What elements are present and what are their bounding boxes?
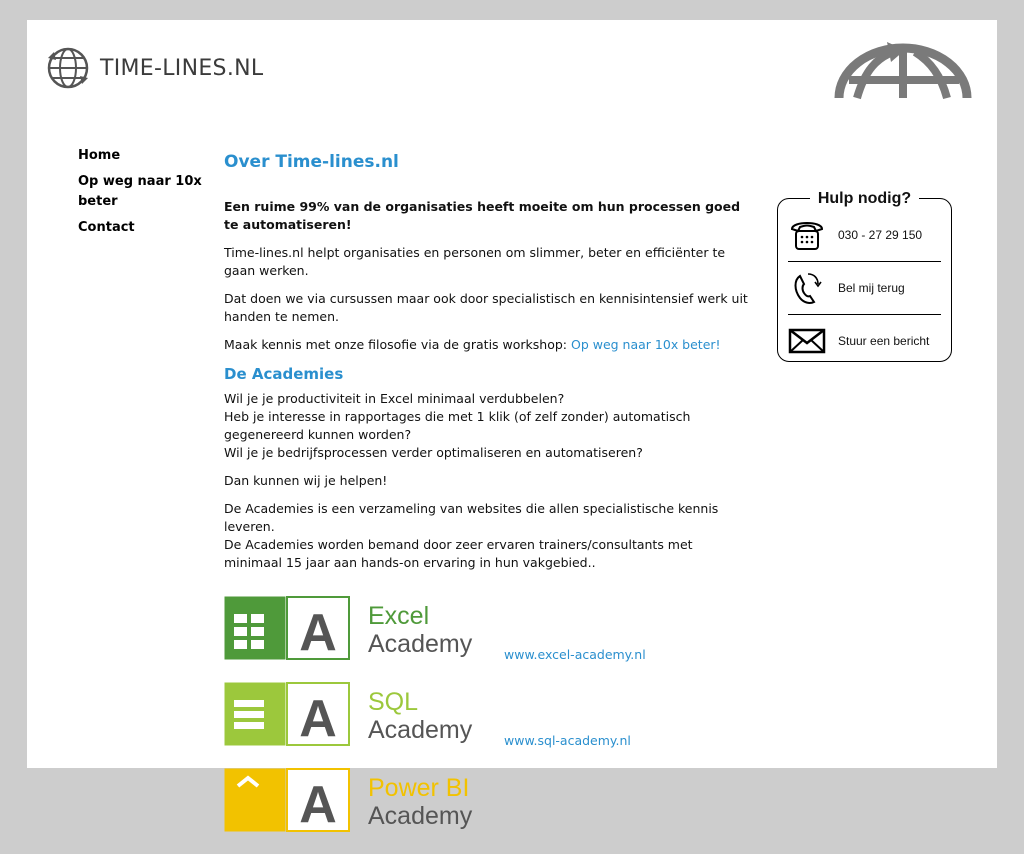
nav-item-contact[interactable]: Contact	[78, 220, 135, 235]
telephone-icon	[788, 217, 826, 253]
help-callback: Bel mij terug	[838, 281, 905, 295]
help-paragraph: Dan kunnen wij je helpen!	[224, 473, 388, 488]
academy-name: Power BI	[368, 774, 470, 802]
excel-academy-logo[interactable]	[224, 596, 492, 664]
academy-letter: A	[299, 690, 337, 748]
sidebar-nav	[78, 146, 208, 244]
description-1: De Academies is een verzameling van websites die allen specialistische kennis leveren.	[224, 501, 719, 534]
nav-item-home[interactable]: Home	[78, 148, 121, 163]
help-phone-row[interactable]	[788, 209, 941, 262]
question-1: Wil je je productiviteit in Excel minimaal verdubbelen?	[224, 391, 565, 406]
callback-icon	[788, 270, 826, 306]
envelope-icon	[788, 323, 826, 359]
academy-excel	[224, 596, 754, 682]
academy-sub: Academy	[368, 716, 473, 744]
globe-icon	[44, 44, 92, 92]
site-logo[interactable]	[44, 44, 263, 92]
academy-name: Excel	[368, 602, 430, 630]
powerbi-academy-logo[interactable]	[224, 768, 492, 836]
description-paragraph	[224, 500, 754, 572]
help-title: Hulp nodig?	[810, 190, 919, 207]
help-callback-row[interactable]	[788, 262, 941, 315]
question-3: Wil je je bedrijfsprocessen verder optimaliseren en automatiseren?	[224, 445, 643, 460]
globe-arrow-icon	[835, 40, 971, 100]
academy-letter: A	[299, 604, 337, 662]
academy-powerbi	[224, 768, 754, 854]
academy-letter: A	[299, 776, 337, 834]
questions-paragraph	[224, 390, 754, 462]
intro-paragraph-2: Dat doen we via cursussen maar ook door specialistisch en kennisintensief werk uit handen te nemen.	[224, 291, 748, 324]
help-box	[777, 190, 952, 362]
intro-paragraph-1: Time-lines.nl helpt organisaties en personen om slimmer, beter en efficiënter te gaan werken.	[224, 245, 726, 278]
workshop-text: Maak kennis met onze filosofie via de gratis workshop:	[224, 337, 571, 352]
academy-name: SQL	[368, 688, 419, 716]
help-message-row[interactable]	[788, 315, 941, 367]
academy-sub: Academy	[368, 630, 473, 658]
help-message: Stuur een bericht	[838, 334, 930, 348]
excel-academy-link[interactable]: www.excel-academy.nl	[504, 647, 646, 662]
page	[27, 20, 997, 834]
nav-item-10x-beter[interactable]: Op weg naar 10x beter	[78, 174, 202, 209]
main-content	[224, 151, 754, 854]
academy-sub: Academy	[368, 802, 473, 830]
section-title-academies: De Academies	[224, 365, 344, 383]
academy-sql	[224, 682, 754, 768]
page-title: Over Time-lines.nl	[224, 152, 399, 172]
question-2: Heb je interesse in rapportages die met 1 klik (of zelf zonder) automatisch gegenereerd kunnen worden?	[224, 409, 691, 442]
sql-academy-logo[interactable]	[224, 682, 492, 750]
logo-text: TIME-LINES.NL	[100, 55, 264, 81]
workshop-link[interactable]: Op weg naar 10x beter!	[570, 337, 721, 352]
description-2: De Academies worden bemand door zeer ervaren trainers/consultants met minimaal 15 jaar aan hands-on ervaring in hun vakgebied..	[224, 537, 693, 570]
help-phone: 030 - 27 29 150	[838, 228, 923, 242]
sql-academy-link[interactable]: www.sql-academy.nl	[504, 733, 631, 748]
intro-paragraph-3	[224, 336, 754, 354]
lead-text: Een ruime 99% van de organisaties heeft moeite om hun processen goed te automatiseren!	[224, 199, 741, 232]
